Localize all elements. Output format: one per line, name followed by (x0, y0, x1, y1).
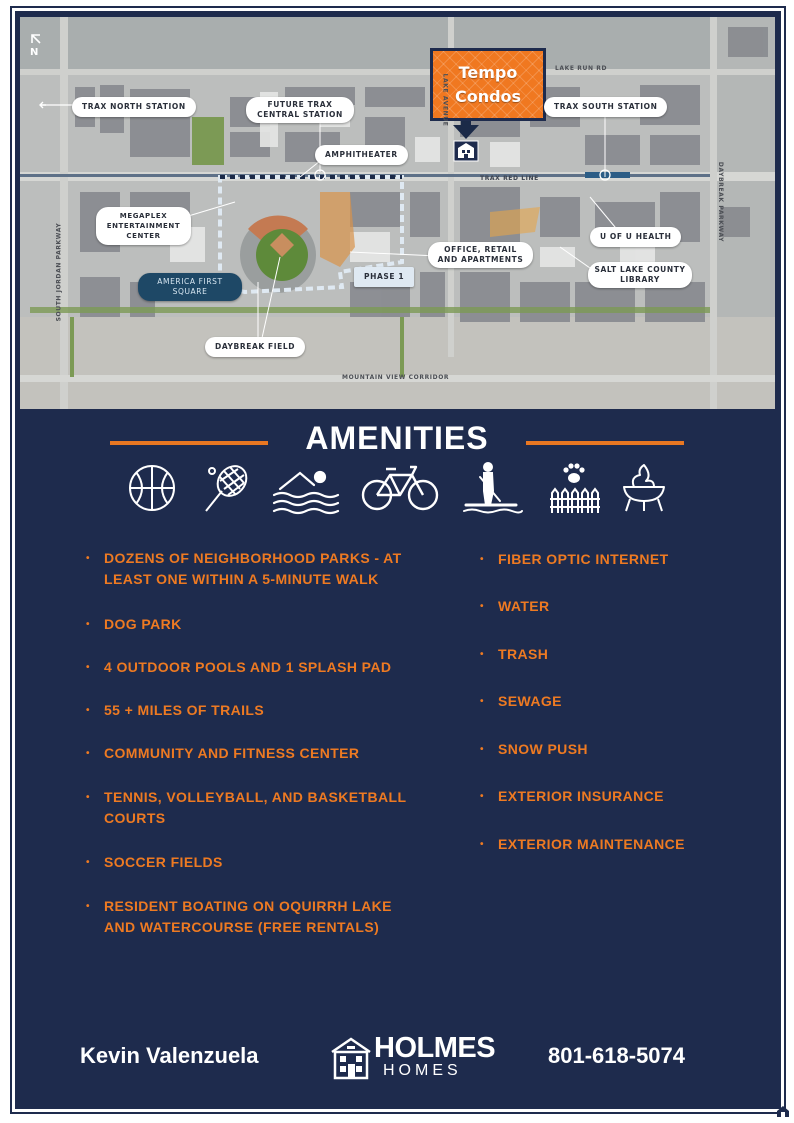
list-item: • SNOW PUSH (480, 739, 770, 760)
map-label-megaplex: MEGAPLEX ENTERTAINMENT CENTER (96, 207, 191, 245)
paddleboard-icon (460, 461, 524, 515)
map-label-amphitheater: AMPHITHEATER (315, 145, 408, 165)
amenities-title: AMENITIES (305, 420, 489, 456)
brand-name-line1: HOLMES (374, 1032, 496, 1064)
dog-park-icon (546, 461, 602, 515)
list-item: • EXTERIOR INSURANCE (480, 786, 770, 807)
map-label-daybreak-parkway: DAYBREAK PARKWAY (717, 161, 725, 243)
bicycle-icon (360, 461, 440, 515)
map-label-office-retail: OFFICE, RETAIL AND APARTMENTS (428, 242, 533, 268)
mls-house-icon (776, 1104, 790, 1118)
tempo-condos-line1: Tempo (458, 62, 518, 82)
map-label-america-first-square: AMERICA FIRST SQUARE (138, 273, 242, 301)
map-label-salt-lake-library: SALT LAKE COUNTY LIBRARY (588, 262, 692, 288)
map-label-trax-red-line: TRAX RED LINE (480, 175, 539, 182)
list-item: • SEWAGE (480, 691, 770, 712)
list-item: • 4 OUTDOOR POOLS AND 1 SPLASH PAD (86, 657, 426, 678)
map-label-lake-run-rd: LAKE RUN RD (555, 65, 608, 72)
map-label-trax-south-station: TRAX SOUTH STATION (544, 97, 667, 117)
list-item: • COMMUNITY AND FITNESS CENTER (86, 743, 426, 764)
map-label-trax-north-station: TRAX NORTH STATION (72, 97, 196, 117)
list-item: • EXTERIOR MAINTENANCE (480, 834, 770, 855)
basketball-icon (124, 461, 180, 515)
holmes-homes-logo (329, 1032, 499, 1082)
list-item: • FIBER OPTIC INTERNET (480, 549, 770, 570)
amenity-icon-row (120, 461, 680, 517)
tennis-racket-icon (198, 461, 254, 515)
list-item: • TRASH (480, 644, 770, 665)
map-label-mountain-view-corridor: MOUNTAIN VIEW CORRIDOR (342, 374, 450, 381)
map-label-u-of-u-health: U OF U HEALTH (590, 227, 681, 247)
swimmer-icon (270, 461, 340, 515)
site-map (20, 17, 775, 409)
amenities-list-right (480, 549, 770, 855)
list-item: • DOZENS OF NEIGHBORHOOD PARKS - AT LEAST ONE WITHIN A 5-MINUTE WALK (86, 548, 426, 590)
map-label-south-jordan-parkway: SOUTH JORDAN PARKWAY (55, 222, 63, 322)
map-label-daybreak-field: DAYBREAK FIELD (205, 337, 305, 357)
brand-name-line2: HOMES (383, 1062, 462, 1079)
fire-pit-icon (616, 461, 672, 515)
agent-name: Kevin Valenzuela (80, 1043, 259, 1068)
list-item: • 55 + MILES OF TRAILS (86, 700, 426, 721)
house-logo-icon (329, 1036, 373, 1080)
list-item: • RESIDENT BOATING ON OQUIRRH LAKE AND WATERCOURSE (FREE RENTALS) (86, 896, 426, 938)
list-item: • DOG PARK (86, 614, 426, 635)
list-item: • WATER (480, 596, 770, 617)
map-label-lake-avenue: LAKE AVENUE (441, 73, 449, 127)
map-label-future-trax: FUTURE TRAX CENTRAL STATION (246, 97, 354, 123)
amenities-list-left (86, 548, 426, 938)
agent-phone: 801-618-5074 (548, 1043, 686, 1068)
list-item: • TENNIS, VOLLEYBALL, AND BASKETBALL COURTS (86, 787, 426, 829)
tempo-condos-line2: Condos (454, 86, 522, 106)
map-label-phase-1: PHASE 1 (354, 267, 414, 287)
list-item: • SOCCER FIELDS (86, 852, 426, 873)
north-marker: N (30, 47, 39, 58)
